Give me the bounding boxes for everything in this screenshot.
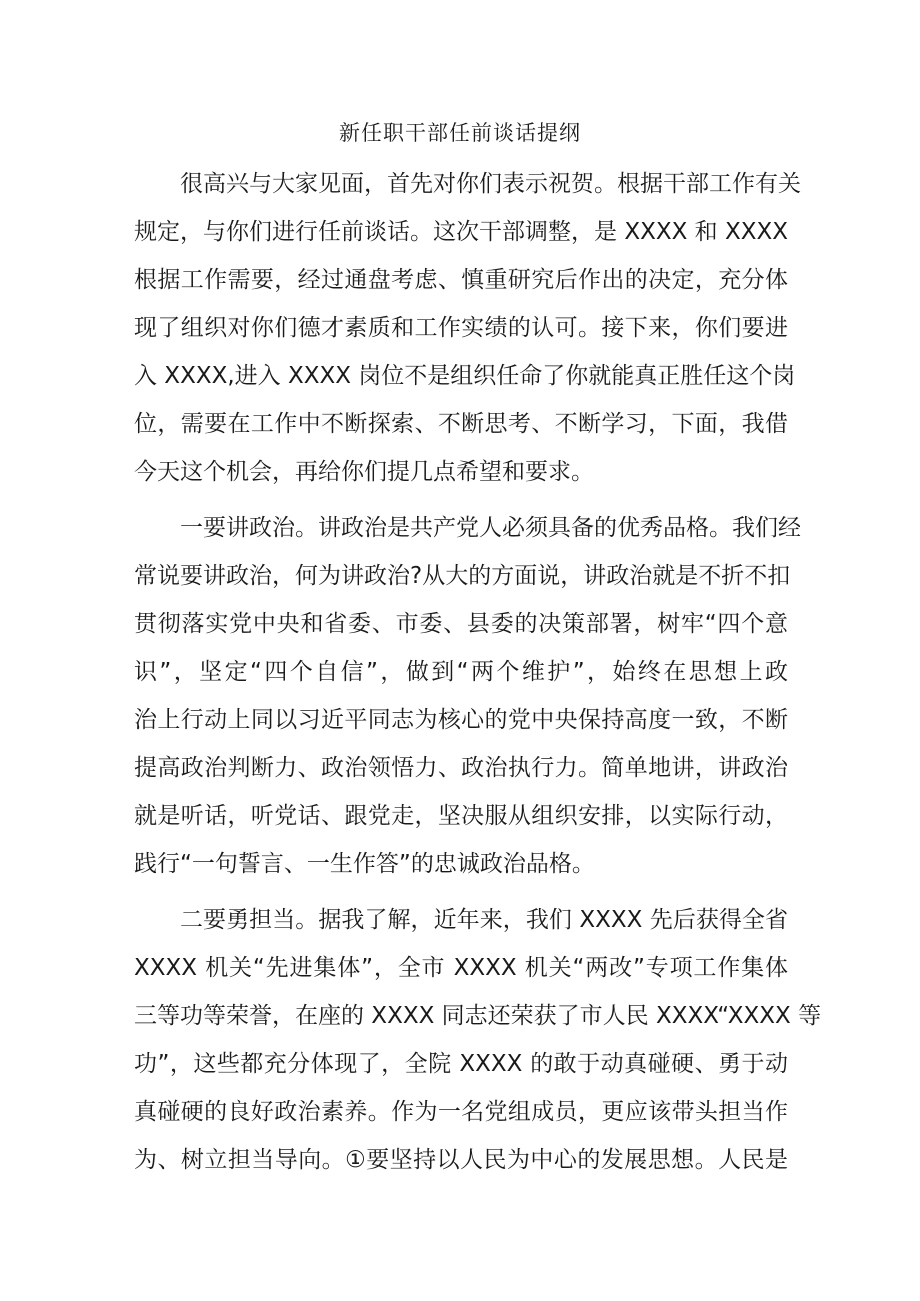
text-line: 践行“一句誓言、一生作答”的忠诚政治品格。 — [134, 851, 595, 877]
paragraph-1 — [0, 160, 920, 496]
text-line: 很高兴与大家见面，首先对你们表示祝贺。根据干部工作有关 — [180, 171, 801, 197]
text-line: 治上行动上同以习近平同志为核心的党中央保持高度一致，不断 — [134, 707, 788, 733]
text-line: 提高政治判断力、政治领悟力、政治执行力。简单地讲，讲政治 — [134, 755, 788, 781]
paragraph-3 — [0, 896, 920, 1184]
text-line: 真碰硬的良好政治素养。作为一名党组成员，更应该带头担当作 — [134, 1099, 788, 1125]
text-line: 功”，这些都充分体现了，全院 XXXX 的敢于动真碰硬、勇于动 — [134, 1051, 788, 1077]
text-line: 现了组织对你们德才素质和工作实绩的认可。接下来，你们要进 — [134, 315, 788, 341]
text-line: 今天这个机会，再给你们提几点希望和要求。 — [134, 459, 594, 485]
text-line: 一要讲政治。讲政治是共产党人必须具备的优秀品格。我们经 — [180, 515, 801, 541]
document-title: 新任职干部任前谈话提纲 — [339, 121, 581, 145]
text-line: 为、树立担当导向。①要坚持以人民为中心的发展思想。人民是 — [134, 1147, 788, 1173]
text-line: 识”，坚定“四个自信”，做到“两个维护”，始终在思想上政 — [134, 659, 788, 685]
text-line: 二要勇担当。据我了解，近年来，我们 XXXX 先后获得全省 — [180, 907, 788, 933]
paragraph-2 — [0, 504, 920, 888]
text-line: 常说要讲政治，何为讲政治?从大的方面说，讲政治就是不折不扣 — [134, 563, 791, 589]
text-line: XXXX 机关“先进集体”，全市 XXXX 机关“两改”专项工作集体 — [134, 955, 788, 981]
text-line: 就是听话，听党话、跟党走，坚决服从组织安排，以实际行动， — [134, 803, 788, 829]
text-line: 规定，与你们进行任前谈话。这次干部调整，是 XXXX 和 XXXX — [134, 219, 788, 245]
document-body — [0, 160, 920, 1192]
text-line: 贯彻落实党中央和省委、市委、县委的决策部署，树牢“四个意 — [134, 611, 788, 637]
text-line: 三等功等荣誉，在座的 XXXX 同志还荣获了市人民 XXXX“XXXX 等 — [134, 1003, 822, 1029]
text-line: 位，需要在工作中不断探索、不断思考、不断学习，下面，我借 — [134, 411, 788, 437]
text-line: 入 XXXX,进入 XXXX 岗位不是组织任命了你就能真正胜任这个岗 — [134, 363, 796, 389]
text-line: 根据工作需要，经过通盘考虑、慎重研究后作出的决定，充分体 — [134, 267, 788, 293]
